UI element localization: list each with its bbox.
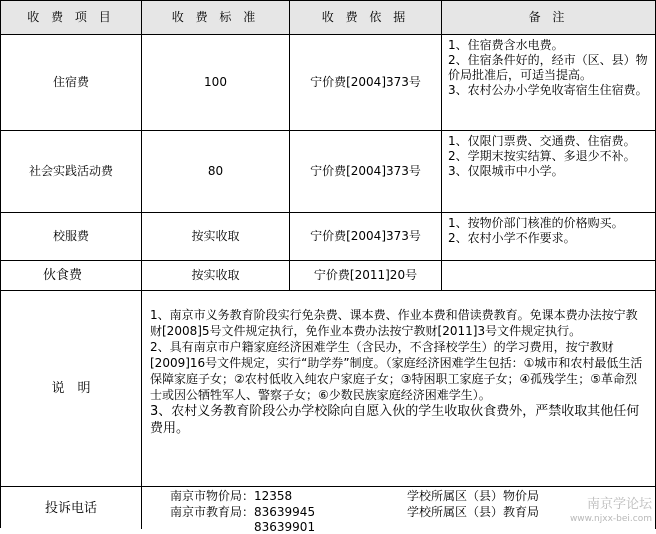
header-basis: 收 费 依 据	[290, 1, 442, 35]
header-item: 收 费 项 目	[1, 1, 142, 35]
header-notes: 备 注	[442, 1, 656, 35]
note-line: 1、按物价部门核准的价格购买。	[448, 216, 624, 230]
edu-bureau-phone: 南京市教育局：83639945	[170, 505, 316, 519]
row-activity-notes	[442, 131, 656, 213]
explanation-paragraph: 3、农村义务教育阶段公办学校除向自愿入伙的学生收取伙食费外，严禁收取其他任何费用。	[150, 404, 640, 436]
row-accommodation-notes	[442, 35, 656, 131]
row-meal-basis: 宁价费[2011]20号	[290, 261, 442, 291]
row-accommodation-basis: 宁价费[2004]373号	[290, 35, 442, 131]
row-activity-basis: 宁价费[2004]373号	[290, 131, 442, 213]
edu-bureau-phone-2: 83639901	[254, 520, 316, 534]
price-bureau-phone: 南京市物价局：12358	[170, 489, 293, 503]
note-line: 1、住宿费含水电费。	[448, 38, 564, 52]
district-edu-bureau: 学校所属区（县）教育局	[407, 505, 540, 519]
district-price-bureau: 学校所属区（县）物价局	[407, 489, 540, 503]
row-activity-standard: 80	[142, 131, 290, 213]
explanation-paragraph: 2、具有南京市户籍家庭经济困难学生（含民办，不含择校学生）的学习费用，按宁教财[2009]16号文件规定，实行“助学券”制度。（家庭经济困难学生包括：①城市和农村最低生活保障家庭子女；②农村低收入纯农户家庭子女；③特困职工家庭子女；④孤残学生；⑤革命烈士或因公牺牲军人、警察子女；⑥少数民族家庭经济困难学生）。	[150, 340, 643, 402]
row-uniform-standard: 按实收取	[142, 213, 290, 261]
explanation-text	[142, 291, 656, 487]
note-line: 2、学期末按实结算、多退少不补。	[448, 149, 636, 163]
row-activity-item: 社会实践活动费	[1, 131, 142, 213]
row-meal-item: 伙食费	[1, 261, 142, 291]
row-meal-notes	[442, 261, 656, 291]
watermark-url: www.njxx-bei.com	[569, 514, 652, 524]
row-uniform-basis: 宁价费[2004]373号	[290, 213, 442, 261]
note-line: 2、住宿条件好的，经市（区、县）物价局批准后，可适当提高。	[448, 53, 648, 82]
row-meal-standard: 按实收取	[142, 261, 290, 291]
row-uniform-item: 校服费	[1, 213, 142, 261]
row-accommodation-standard: 100	[142, 35, 290, 131]
row-accommodation-item: 住宿费	[1, 35, 142, 131]
row-uniform-notes	[442, 213, 656, 261]
explanation-paragraph: 1、南京市义务教育阶段实行免杂费、课本费、作业本费和借读费教育。免课本费办法按宁教财[2008]5号文件规定执行，免作业本费办法按宁教财[2011]3号文件规定执行。	[150, 308, 638, 338]
note-line: 3、仅限城市中小学。	[448, 164, 564, 178]
explanation-label: 说 明	[1, 291, 142, 487]
complaint-label: 投诉电话	[1, 487, 142, 529]
header-standard: 收 费 标 准	[142, 1, 290, 35]
note-line: 3、农村公办小学免收寄宿生住宿费。	[448, 83, 648, 97]
watermark-text: 南京学论坛	[586, 497, 652, 512]
note-line: 1、仅限门票费、交通费、住宿费。	[448, 134, 636, 148]
note-line: 2、农村小学不作要求。	[448, 231, 576, 245]
